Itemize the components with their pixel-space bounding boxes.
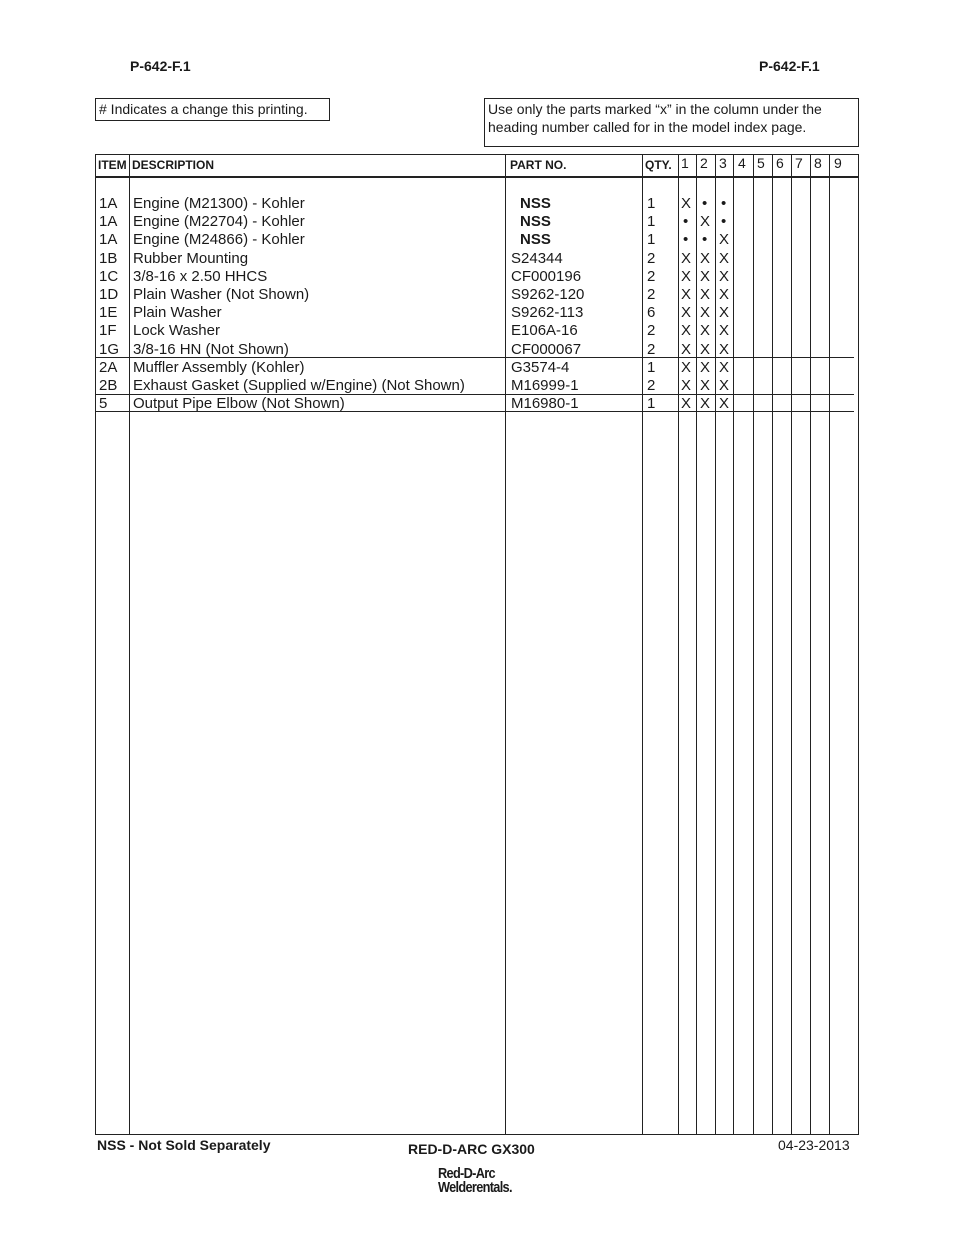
qty-cell: 2 bbox=[647, 267, 656, 285]
item-cell: 1G bbox=[99, 340, 120, 358]
part-number-cell: G3574-4 bbox=[511, 358, 570, 376]
part-number-cell: NSS bbox=[520, 231, 551, 249]
model-3-mark: X bbox=[719, 395, 730, 413]
model-2-mark: X bbox=[700, 377, 711, 394]
header-model-7: 7 bbox=[795, 155, 803, 171]
item-cell: 1F bbox=[99, 322, 117, 340]
description-cell: Engine (M24866) - Kohler bbox=[133, 231, 305, 249]
table-row bbox=[96, 231, 858, 249]
model-name: RED-D-ARC GX300 bbox=[408, 1141, 535, 1157]
description-cell: Muffler Assembly (Kohler) bbox=[133, 358, 305, 376]
model-2-mark: X bbox=[700, 304, 711, 322]
item-cell: 1A bbox=[99, 195, 118, 212]
header-model-2: 2 bbox=[700, 155, 708, 171]
item-cell: 2B bbox=[99, 377, 118, 394]
qty-cell: 2 bbox=[647, 286, 656, 303]
parts-table bbox=[95, 154, 859, 1135]
description-cell: 3/8-16 x 2.50 HHCS bbox=[133, 267, 268, 285]
qty-cell: 2 bbox=[647, 340, 656, 358]
model-3-mark: X bbox=[719, 249, 730, 267]
item-cell: 1B bbox=[99, 249, 118, 267]
description-cell: Rubber Mounting bbox=[133, 249, 249, 267]
table-row bbox=[96, 322, 858, 340]
description-cell: Engine (M22704) - Kohler bbox=[133, 213, 305, 231]
model-1-mark: X bbox=[681, 322, 692, 340]
page-code-right: P-642-F.1 bbox=[759, 58, 820, 74]
logo-line-2: Welderentals. bbox=[438, 1179, 512, 1196]
description-cell: Engine (M21300) - Kohler bbox=[133, 195, 305, 212]
table-header bbox=[96, 155, 858, 178]
item-cell: 5 bbox=[99, 395, 108, 413]
model-3-mark: X bbox=[719, 322, 730, 340]
header-model-8: 8 bbox=[814, 155, 822, 171]
table-row bbox=[96, 250, 858, 268]
model-2-mark: X bbox=[700, 395, 711, 413]
part-number-cell: NSS bbox=[520, 195, 551, 212]
usage-note: Use only the parts marked “x” in the column under the heading number called for in the model index page. bbox=[484, 98, 859, 147]
print-date: 04-23-2013 bbox=[778, 1137, 850, 1153]
part-number-cell: M16980-1 bbox=[511, 395, 579, 413]
header-item: ITEM bbox=[98, 158, 127, 172]
page-code-left: P-642-F.1 bbox=[130, 58, 191, 74]
model-1-mark: X bbox=[681, 358, 692, 376]
model-1-mark: X bbox=[681, 267, 692, 285]
model-3-mark: X bbox=[719, 231, 730, 249]
qty-cell: 2 bbox=[647, 322, 656, 340]
table-row bbox=[96, 359, 858, 377]
table-row bbox=[96, 195, 858, 213]
table-row bbox=[96, 304, 858, 322]
table-row bbox=[96, 341, 858, 359]
table-row bbox=[96, 213, 858, 231]
item-cell: 1E bbox=[99, 304, 118, 322]
model-1-mark: X bbox=[681, 395, 692, 413]
qty-cell: 2 bbox=[647, 377, 656, 394]
model-3-mark: • bbox=[721, 213, 727, 231]
logo-line-1: Red-D-Arc bbox=[438, 1165, 495, 1182]
part-number-cell: S9262-113 bbox=[511, 304, 584, 322]
qty-cell: 1 bbox=[647, 231, 656, 249]
group-separator bbox=[96, 357, 854, 358]
header-description: DESCRIPTION bbox=[132, 158, 215, 172]
header-model-6: 6 bbox=[776, 155, 784, 171]
item-cell: 2A bbox=[99, 358, 118, 376]
item-cell: 1A bbox=[99, 231, 118, 249]
model-3-mark: X bbox=[719, 304, 730, 322]
header-qty: QTY. bbox=[645, 158, 672, 172]
part-number-cell: CF000196 bbox=[511, 267, 582, 285]
model-2-mark: X bbox=[700, 340, 711, 358]
model-3-mark: X bbox=[719, 267, 730, 285]
model-2-mark: X bbox=[700, 322, 711, 340]
qty-cell: 1 bbox=[647, 395, 656, 413]
change-note: # Indicates a change this printing. bbox=[95, 98, 330, 121]
part-number-cell: S24344 bbox=[511, 249, 563, 267]
model-2-mark: • bbox=[702, 195, 708, 212]
item-cell: 1A bbox=[99, 213, 118, 231]
qty-cell: 6 bbox=[647, 304, 656, 322]
model-2-mark: X bbox=[700, 213, 711, 231]
table-row bbox=[96, 377, 858, 395]
model-1-mark: • bbox=[683, 231, 689, 249]
red-d-arc-logo bbox=[438, 1167, 548, 1195]
model-1-mark: X bbox=[681, 340, 692, 358]
qty-cell: 1 bbox=[647, 213, 656, 231]
header-model-1: 1 bbox=[681, 155, 689, 171]
part-number-cell: M16999-1 bbox=[511, 377, 579, 394]
model-3-mark: X bbox=[719, 358, 730, 376]
model-1-mark: X bbox=[681, 377, 692, 394]
header-model-9: 9 bbox=[834, 155, 842, 171]
header-model-3: 3 bbox=[719, 155, 727, 171]
qty-cell: 1 bbox=[647, 358, 656, 376]
qty-cell: 1 bbox=[647, 195, 656, 212]
part-number-cell: NSS bbox=[520, 213, 551, 231]
description-cell: Exhaust Gasket (Supplied w/Engine) (Not Shown) bbox=[133, 377, 465, 394]
table-row bbox=[96, 286, 858, 304]
description-cell: Lock Washer bbox=[133, 322, 220, 340]
model-1-mark: • bbox=[683, 213, 689, 231]
header-model-5: 5 bbox=[757, 155, 765, 171]
part-number-cell: CF000067 bbox=[511, 340, 582, 358]
model-1-mark: X bbox=[681, 304, 692, 322]
description-cell: Plain Washer (Not Shown) bbox=[133, 286, 310, 303]
model-1-mark: X bbox=[681, 249, 692, 267]
model-2-mark: X bbox=[700, 286, 711, 303]
description-cell: Output Pipe Elbow (Not Shown) bbox=[133, 395, 345, 413]
model-1-mark: X bbox=[681, 195, 692, 212]
model-3-mark: X bbox=[719, 340, 730, 358]
part-number-cell: S9262-120 bbox=[511, 286, 585, 303]
model-1-mark: X bbox=[681, 286, 692, 303]
model-3-mark: • bbox=[721, 195, 727, 212]
part-number-cell: E106A-16 bbox=[511, 322, 578, 340]
qty-cell: 2 bbox=[647, 249, 656, 267]
model-2-mark: X bbox=[700, 358, 711, 376]
description-cell: Plain Washer bbox=[133, 304, 222, 322]
model-2-mark: • bbox=[702, 231, 708, 249]
description-cell: 3/8-16 HN (Not Shown) bbox=[133, 340, 289, 358]
header-model-4: 4 bbox=[738, 155, 746, 171]
group-separator bbox=[96, 411, 854, 412]
header-part-no: PART NO. bbox=[510, 158, 567, 172]
item-cell: 1D bbox=[99, 286, 119, 303]
item-cell: 1C bbox=[99, 267, 119, 285]
model-2-mark: X bbox=[700, 267, 711, 285]
model-2-mark: X bbox=[700, 249, 711, 267]
model-3-mark: X bbox=[719, 286, 730, 303]
group-separator bbox=[96, 394, 854, 395]
nss-note: NSS - Not Sold Separately bbox=[97, 1137, 271, 1153]
model-3-mark: X bbox=[719, 377, 730, 394]
table-row bbox=[96, 268, 858, 286]
